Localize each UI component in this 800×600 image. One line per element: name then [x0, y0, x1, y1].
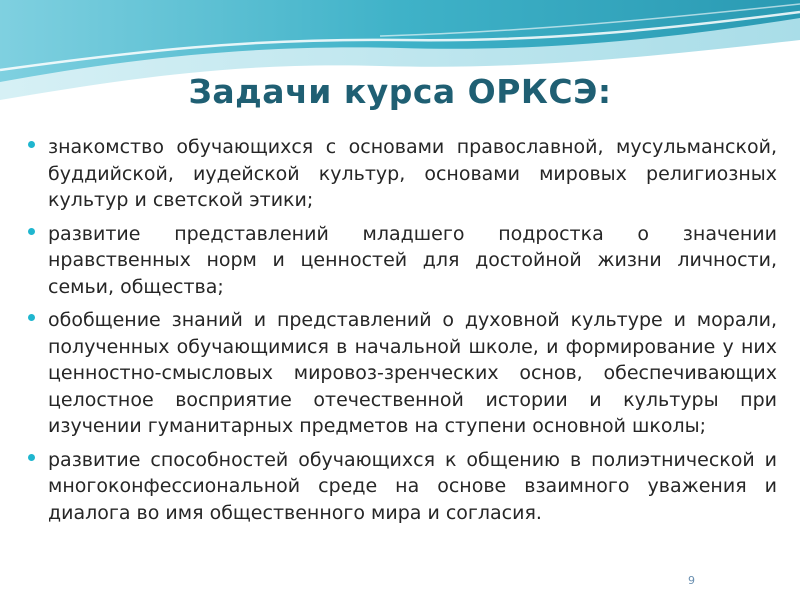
list-item	[28, 447, 777, 527]
bullet-dot-icon	[28, 228, 35, 235]
list-item	[28, 221, 777, 301]
page-number: 9	[688, 574, 695, 587]
bullet-text: развитие способностей обучающихся к общению в полиэтнической и многоконфессиональной среде на основе взаимного уважения и диалога во имя общественного мира и согласия.	[48, 448, 777, 524]
slide-title: Задачи курса ОРКСЭ:	[188, 72, 612, 111]
bullet-text: обобщение знаний и представлений о духовной культуре и морали, полученных обучающимися в начальной школе, и формирование у них ценностно-смысловых мировоз-зренческих основ, обеспечивающих целостное восприятие отечественной истории и культуры при изучении гуманитарных предметов на ступени основной школы;	[48, 309, 777, 437]
bullet-text: знакомство обучающихся с основами православной, мусульманской, буддийской, иудейской культур, основами мировых религиозных культур и светской этики;	[48, 136, 777, 211]
bullet-text: развитие представлений младшего подростка о значении нравственных норм и ценностей для достойной жизни личности, семьи, общества;	[48, 222, 777, 298]
bullet-list	[28, 134, 777, 533]
bullet-dot-icon	[28, 141, 35, 148]
bullet-dot-icon	[28, 314, 35, 321]
bullet-dot-icon	[28, 454, 35, 461]
list-item	[28, 134, 777, 214]
list-item	[28, 307, 777, 440]
